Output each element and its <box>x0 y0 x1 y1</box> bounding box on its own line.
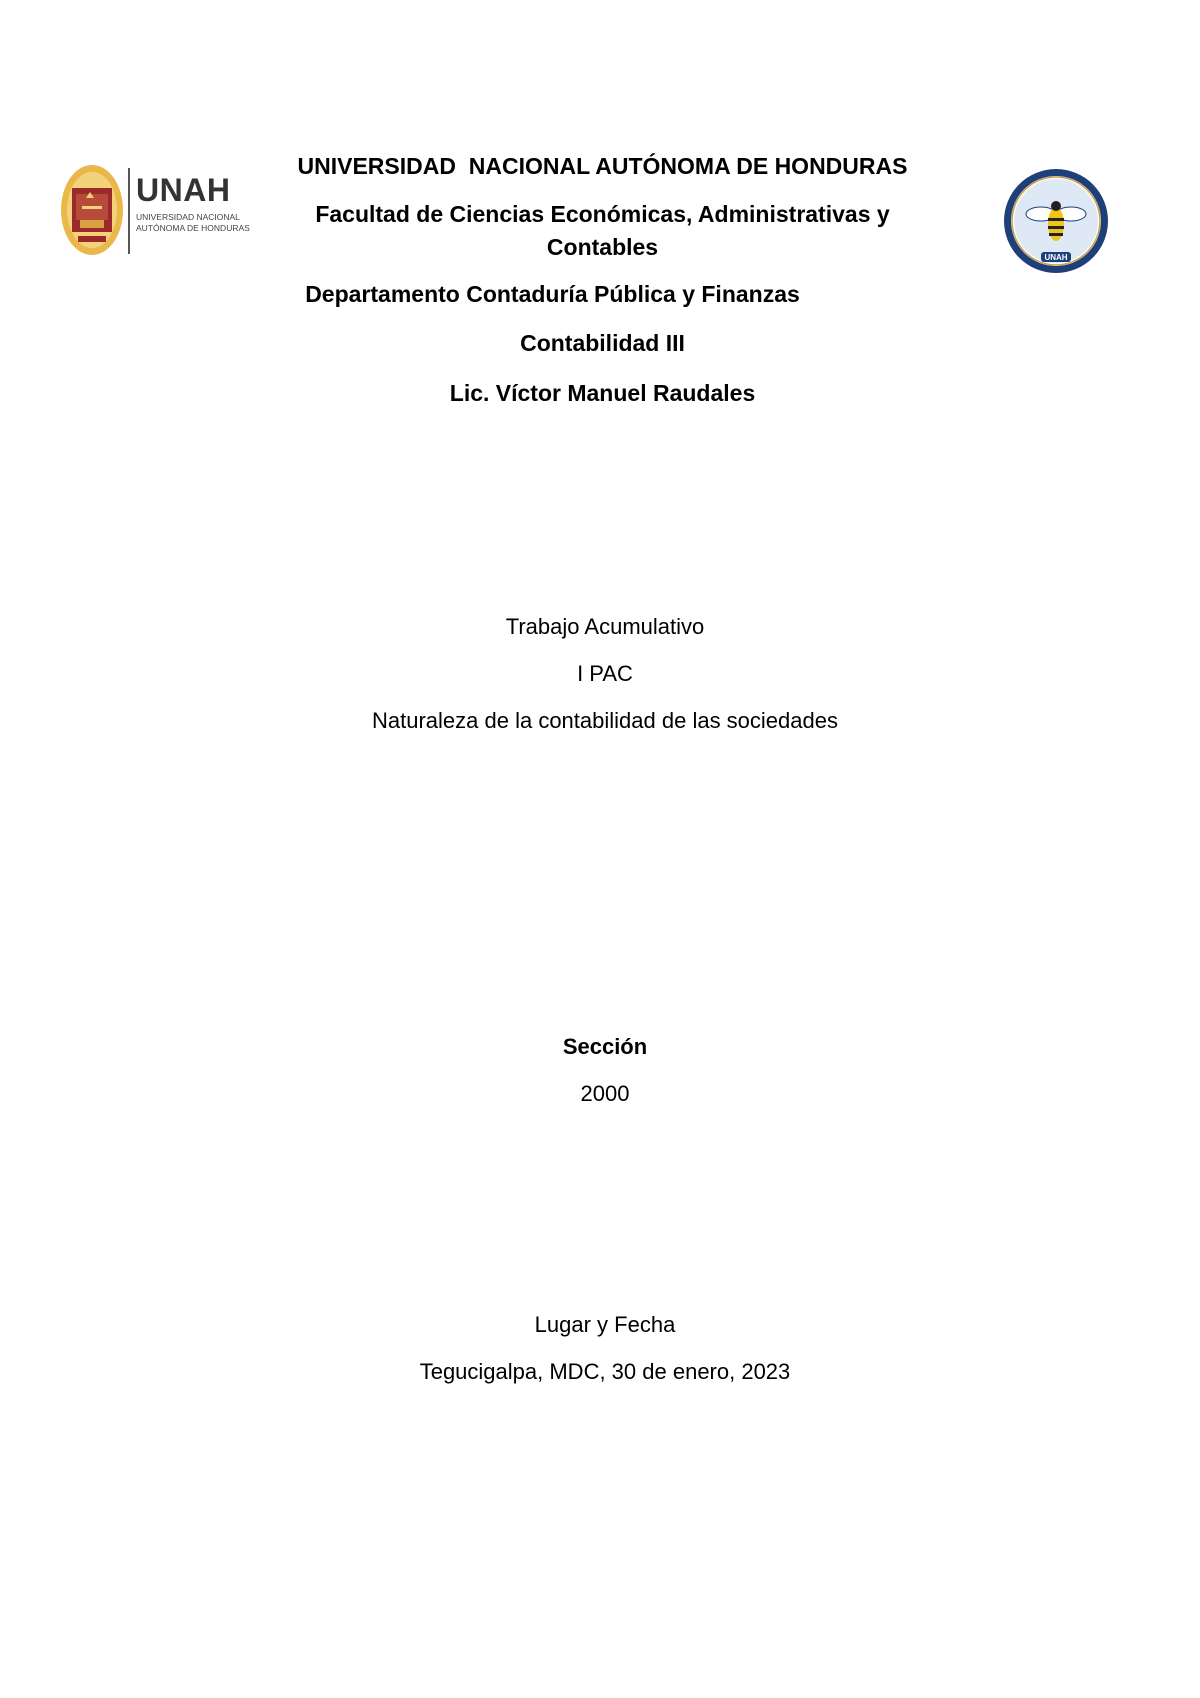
teacher-name: Lic. Víctor Manuel Raudales <box>449 380 756 406</box>
work-period: I PAC <box>577 661 633 686</box>
faculty-name-line2: Contables <box>546 234 659 260</box>
unah-subtitle-line2: AUTÓNOMA DE HONDURAS <box>136 223 250 233</box>
unah-subtitle-line1: UNIVERSIDAD NACIONAL <box>136 212 240 222</box>
seal-text: UNAH <box>1044 253 1068 262</box>
work-topic: Naturaleza de la contabilidad de las sociedades <box>372 708 838 733</box>
department-name: Departamento Contaduría Pública y Finanzas <box>305 281 800 307</box>
place-date: Tegucigalpa, MDC, 30 de enero, 2023 <box>419 1359 791 1384</box>
section-label: Sección <box>562 1034 648 1059</box>
place-label: Lugar y Fecha <box>534 1312 676 1337</box>
university-name: UNIVERSIDAD NACIONAL AUTÓNOMA DE HONDURAS <box>297 153 908 179</box>
faculty-name <box>240 198 965 264</box>
logo-divider <box>128 168 130 254</box>
unah-logo <box>60 160 250 260</box>
faculty-seal-icon <box>1003 168 1109 274</box>
work-title: Trabajo Acumulativo <box>505 614 705 639</box>
unah-wordmark: UNAH <box>136 172 231 208</box>
unah-emblem-icon <box>60 164 124 256</box>
faculty-name-line1: Facultad de Ciencias Económicas, Administrativas y <box>315 201 890 227</box>
unah-subtitle <box>136 212 256 234</box>
course-name: Contabilidad III <box>520 330 685 356</box>
section-value: 2000 <box>580 1081 630 1106</box>
